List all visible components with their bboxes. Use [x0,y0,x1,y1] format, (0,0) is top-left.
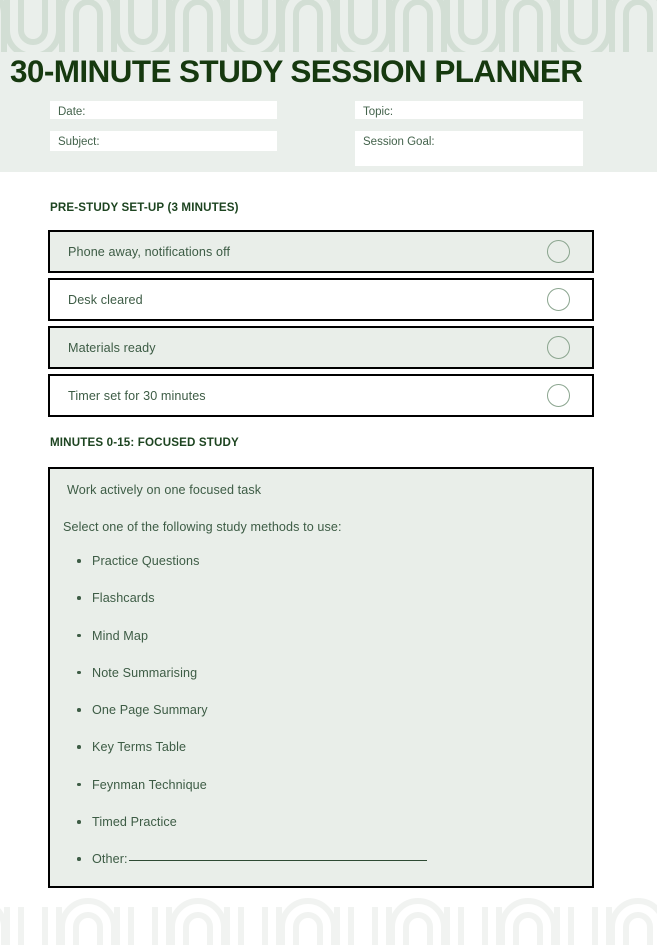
bullet-icon [77,671,81,675]
bullet-icon [77,745,81,749]
focused-study-box [48,467,594,888]
other-label: Other: [92,852,128,867]
study-method-label: Note Summarising [92,665,198,680]
study-method-item[interactable] [63,777,582,814]
study-method-label: Feynman Technique [92,777,207,792]
other-write-in-line[interactable] [129,860,427,861]
study-method-item[interactable] [63,553,582,590]
checklist-item-label: Materials ready [68,340,156,355]
footer-arch-pattern [0,893,657,945]
checklist-row[interactable] [48,230,594,273]
focused-study-instruction-primary: Work actively on one focused task [67,483,262,497]
page-title: 30-MINUTE STUDY SESSION PLANNER [10,53,583,89]
bullet-icon [77,559,81,563]
study-method-label: Timed Practice [92,815,177,830]
bullet-icon [77,857,81,861]
study-method-label: Key Terms Table [92,740,187,755]
bullet-icon [77,634,81,638]
session-goal-field[interactable]: Session Goal: [355,131,583,166]
checkbox-circle-icon[interactable] [547,336,570,359]
study-method-label: Flashcards [92,591,155,606]
study-method-item[interactable] [63,702,582,739]
subject-field[interactable]: Subject: [50,131,277,151]
study-method-other[interactable] [63,851,582,888]
section-heading-pre-study: PRE-STUDY SET-UP (3 MINUTES) [50,201,239,214]
topic-field[interactable]: Topic: [355,101,583,119]
checkbox-circle-icon[interactable] [547,384,570,407]
study-method-item[interactable] [63,628,582,665]
header-arch-pattern [0,0,657,52]
study-method-list [63,553,582,889]
pre-study-checklist [48,230,594,422]
bullet-icon [77,708,81,712]
focused-study-instruction-secondary: Select one of the following study methods to use: [63,520,342,534]
checklist-item-label: Phone away, notifications off [68,244,231,259]
header-band [0,0,657,172]
study-method-label: Practice Questions [92,554,200,568]
study-method-item[interactable] [63,814,582,851]
bullet-icon [77,783,81,787]
date-field[interactable]: Date: [50,101,277,119]
study-method-label: One Page Summary [92,703,208,718]
checklist-row[interactable] [48,278,594,321]
bullet-icon [77,596,81,600]
checklist-row[interactable] [48,374,594,417]
checkbox-circle-icon[interactable] [547,240,570,263]
study-method-item[interactable] [63,665,582,702]
section-heading-focused-study: MINUTES 0-15: FOCUSED STUDY [50,436,239,449]
checkbox-circle-icon[interactable] [547,288,570,311]
checklist-item-label: Desk cleared [68,292,143,307]
study-method-label: Mind Map [92,628,149,643]
bullet-icon [77,820,81,824]
checklist-item-label: Timer set for 30 minutes [68,388,206,403]
study-method-item[interactable] [63,739,582,776]
study-method-item[interactable] [63,590,582,627]
checklist-row[interactable] [48,326,594,369]
